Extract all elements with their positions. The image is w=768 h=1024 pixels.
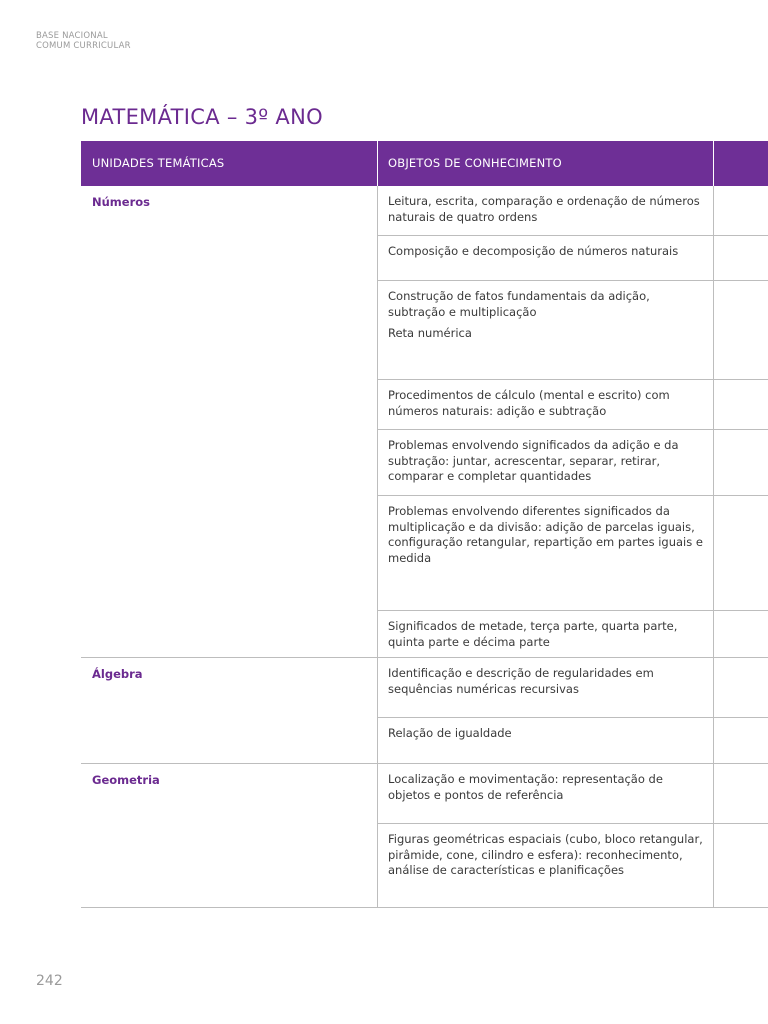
table-body xyxy=(81,186,768,908)
unidade-tematica-label: Geometria xyxy=(92,773,160,787)
objeto-conhecimento-text xyxy=(388,666,708,697)
column-divider xyxy=(713,186,714,908)
objeto-conhecimento-cell xyxy=(378,658,768,718)
objeto-conhecimento-cell xyxy=(378,281,768,380)
objeto-conhecimento-line: Procedimentos de cálculo (mental e escrito) com números naturais: adição e subtração xyxy=(388,388,670,418)
objeto-conhecimento-line: Figuras geométricas espaciais (cubo, bloco retangular, pirâmide, cone, cilindro e esfera): reconhecimento, análise de características e planificações xyxy=(388,832,703,878)
unidade-tematica-cell xyxy=(81,764,377,908)
objeto-conhecimento-text xyxy=(388,388,708,419)
table-header xyxy=(81,141,768,186)
page-title: MATEMÁTICA – 3º ANO xyxy=(81,105,323,129)
objeto-conhecimento-line: Leitura, escrita, comparação e ordenação de números naturais de quatro ordens xyxy=(388,194,700,224)
objeto-conhecimento-line: Construção de fatos fundamentais da adição, subtração e multiplicação xyxy=(388,289,650,319)
objeto-conhecimento-cell xyxy=(378,236,768,281)
objeto-conhecimento-text xyxy=(388,832,708,879)
objeto-conhecimento-text xyxy=(388,772,708,803)
objeto-conhecimento-line: Significados de metade, terça parte, quarta parte, quinta parte e décima parte xyxy=(388,619,678,649)
curriculum-table xyxy=(81,141,768,908)
header-line-1: BASE NACIONAL xyxy=(36,31,108,41)
header-divider xyxy=(713,141,714,186)
objeto-conhecimento-cell xyxy=(378,380,768,430)
objeto-conhecimento-cell xyxy=(378,496,768,611)
objeto-conhecimento-cell xyxy=(378,764,768,824)
objeto-conhecimento-line: Relação de igualdade xyxy=(388,726,512,740)
objeto-conhecimento-cell xyxy=(378,186,768,236)
objeto-conhecimento-text xyxy=(388,438,708,485)
objeto-conhecimento-cell xyxy=(378,430,768,496)
unidade-tematica-cell xyxy=(81,186,377,658)
objeto-conhecimento-text xyxy=(388,194,708,225)
objeto-conhecimento-line: Identificação e descrição de regularidades em sequências numéricas recursivas xyxy=(388,666,654,696)
unidade-tematica-cell xyxy=(81,658,377,764)
objeto-conhecimento-cell xyxy=(378,824,768,908)
objeto-conhecimento-text xyxy=(388,726,708,742)
objeto-conhecimento-text xyxy=(388,504,708,566)
objeto-conhecimento-line: Composição e decomposição de números naturais xyxy=(388,244,679,258)
objeto-conhecimento-line: Problemas envolvendo diferentes significados da multiplicação e da divisão: adição de parcelas iguais, configuração retangular, repartição em partes iguais e medida xyxy=(388,504,703,565)
objeto-conhecimento-text xyxy=(388,289,708,342)
document-header xyxy=(36,31,131,51)
objeto-conhecimento-cell xyxy=(378,718,768,764)
objeto-conhecimento-text xyxy=(388,244,708,260)
objeto-conhecimento-line: Localização e movimentação: representação de objetos e pontos de referência xyxy=(388,772,663,802)
objeto-conhecimento-line: Reta numérica xyxy=(388,326,472,341)
header-line-2: COMUM CURRICULAR xyxy=(36,41,131,51)
objeto-conhecimento-line: Problemas envolvendo significados da adição e da subtração: juntar, acrescentar, separar, retirar, comparar e completar quantidades xyxy=(388,438,679,484)
column-header-unidades: UNIDADES TEMÁTICAS xyxy=(92,156,225,170)
header-divider xyxy=(377,141,378,186)
column-header-objetos: OBJETOS DE CONHECIMENTO xyxy=(388,156,562,170)
page-number: 242 xyxy=(36,973,63,989)
unidade-tematica-label: Álgebra xyxy=(92,667,143,681)
objeto-conhecimento-cell xyxy=(378,611,768,658)
objeto-conhecimento-text xyxy=(388,619,708,650)
column-divider xyxy=(377,186,378,908)
unidade-tematica-label: Números xyxy=(92,195,151,209)
